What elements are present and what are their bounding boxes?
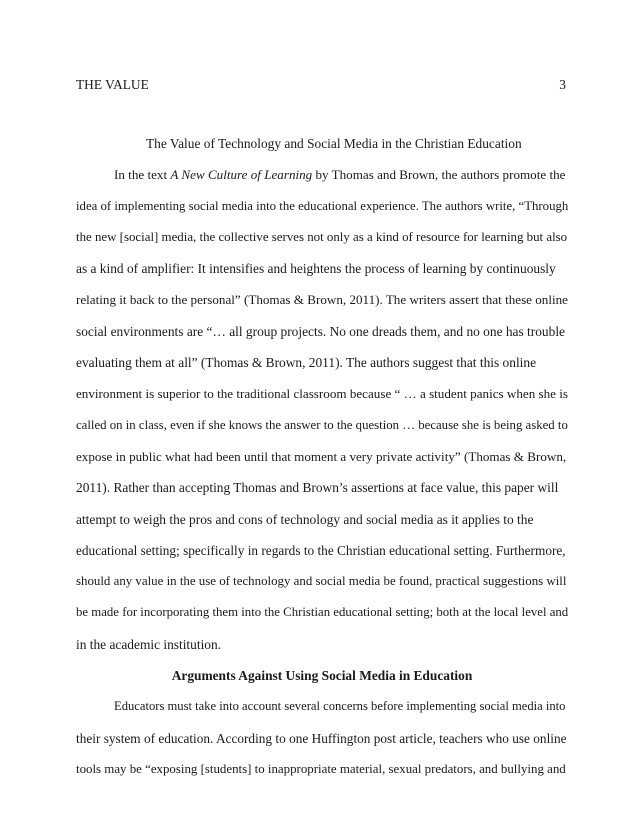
paragraph-line: expose in public what had been until that moment a very private activity” (Thomas & Brown, [76, 448, 567, 464]
paragraph-line: as a kind of amplifier: It intensifies and heightens the process of learning by continuously [76, 261, 556, 277]
running-head-title: THE VALUE [76, 77, 149, 92]
page-number: 3 [559, 77, 566, 92]
paragraph-line: tools may be “exposing [students] to inappropriate material, sexual predators, and bullying and [76, 761, 566, 776]
paragraph-line: idea of implementing social media into the educational experience. The authors write, “Through [76, 198, 569, 213]
paragraph-line [76, 159, 568, 190]
paragraph-line: be made for incorporating them into the Christian educational setting; both at the local level and [76, 605, 569, 620]
paragraph-line: environment is superior to the traditional classroom because “ … a student panics when she is [76, 386, 568, 402]
paragraph-line: relating it back to the personal” (Thomas & Brown, 2011). The writers assert that these online [76, 292, 568, 308]
paper-title: The Value of Technology and Social Media in the Christian Education [146, 136, 522, 151]
running-head [76, 75, 566, 95]
paragraph-line: 2011). Rather than accepting Thomas and Brown’s assertions at face value, this paper will [76, 480, 559, 496]
paragraph-line: called on in class, even if she knows the answer to the question … because she is being asked to [76, 417, 568, 432]
book-title: A New Culture of Learning [170, 167, 313, 183]
paragraph-line: evaluating them at all” (Thomas & Brown, 2011). The authors suggest that this online [76, 355, 537, 371]
text-segment: by Thomas and Brown, the authors promote the [312, 167, 566, 183]
paragraph-line: social environments are “… all group projects. No one dreads them, and no one has trouble [76, 323, 565, 339]
paragraph-line: should any value in the use of technology and social media be found, practical suggestions will [76, 574, 567, 589]
paragraph-line: educational setting; specifically in regards to the Christian educational setting. Furthermore, [76, 542, 566, 558]
paragraph-line: in the academic institution. [76, 636, 222, 652]
text-segment: In the text [114, 167, 171, 183]
paragraph-line: attempt to weigh the pros and cons of technology and social media as it applies to the [76, 511, 534, 527]
paragraph-line: Educators must take into account several concerns before implementing social media into [114, 699, 566, 714]
body-text [76, 128, 568, 785]
paragraph-line: their system of education. According to one Huffington post article, teachers who use online [76, 730, 567, 746]
section-heading: Arguments Against Using Social Media in Education [171, 668, 473, 684]
paragraph-line: the new [social] media, the collective serves not only as a kind of resource for learning but also [76, 229, 568, 244]
